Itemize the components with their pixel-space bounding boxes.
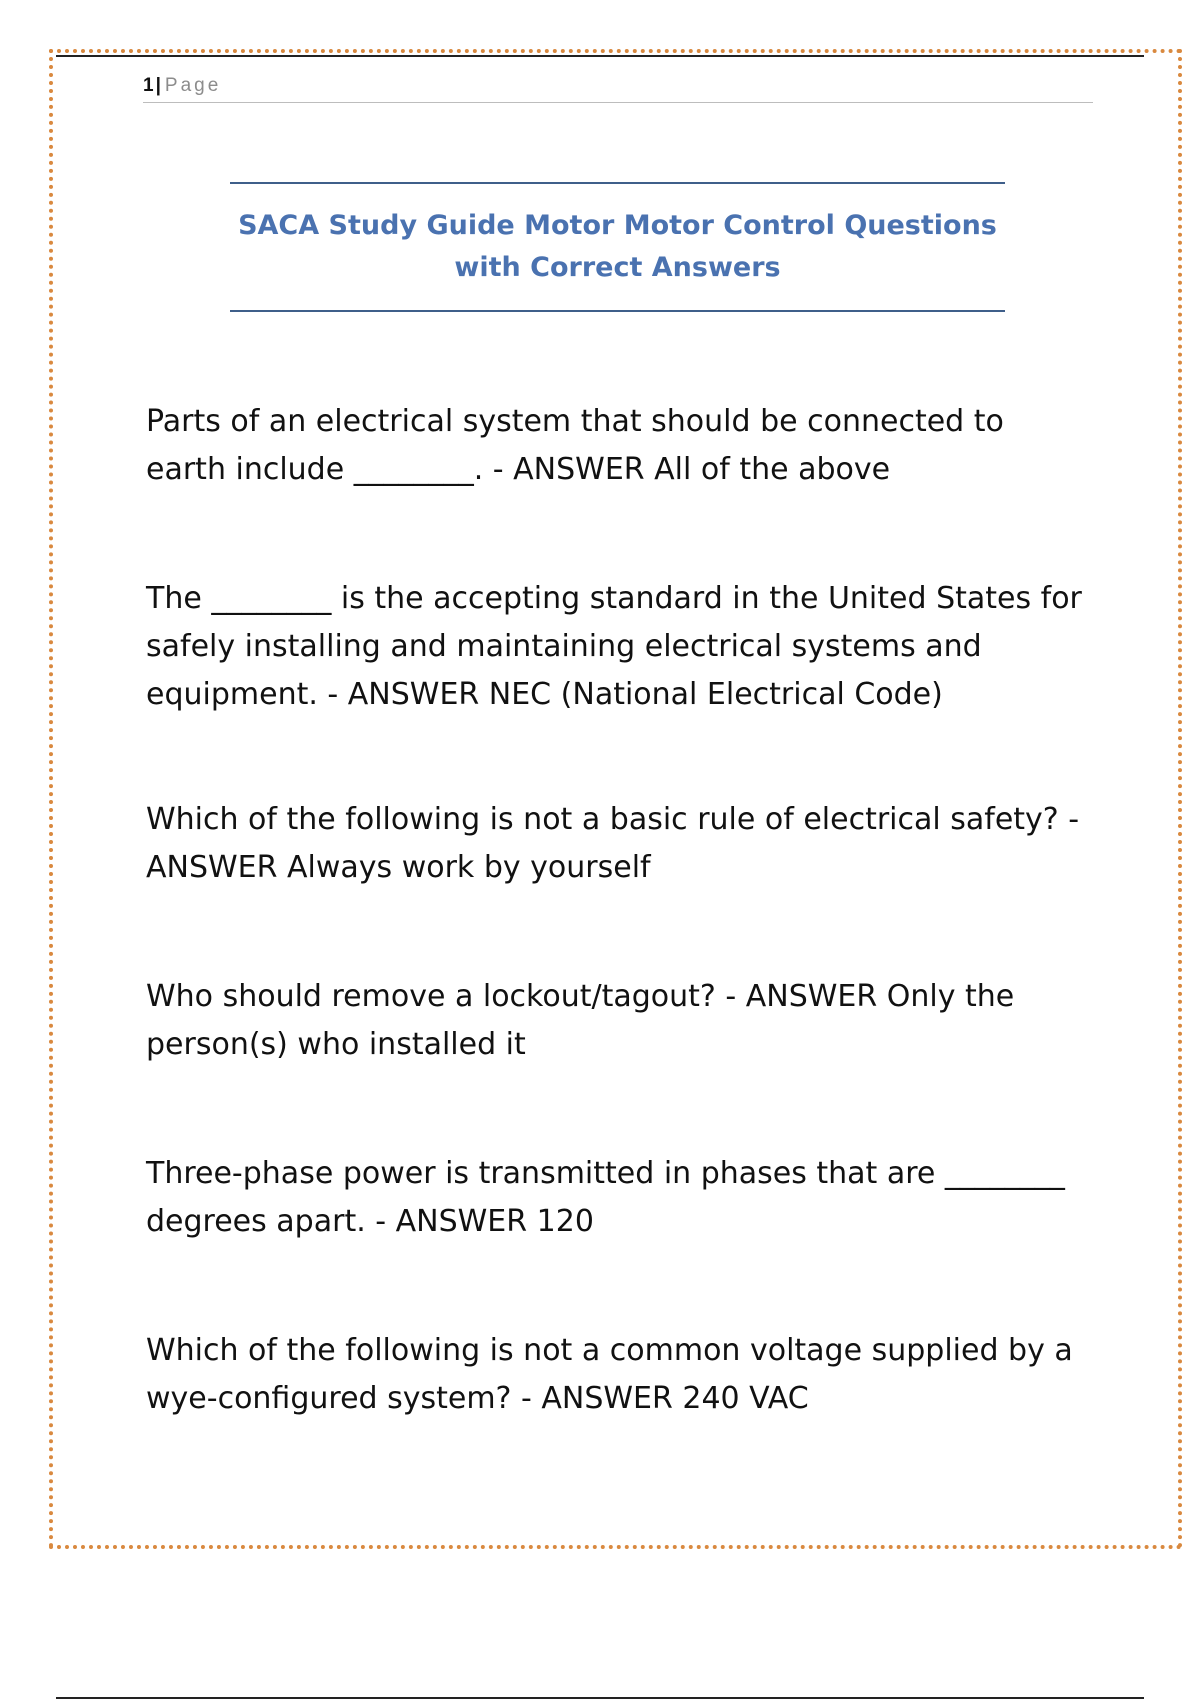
page-number: 1	[143, 75, 154, 96]
page-number-separator: |	[155, 75, 161, 96]
qa-item-5: Three-phase power is transmitted in phases that are ________ degrees apart. - ANSWER 120	[146, 1156, 1065, 1239]
qa-item-3: Which of the following is not a basic rule of electrical safety? - ANSWER Always work by yourself	[146, 802, 1080, 885]
title-block	[230, 182, 1005, 312]
document-title: SACA Study Guide Motor Motor Control Questions with Correct Answers	[238, 210, 997, 283]
bottom-page-rule	[56, 1697, 1144, 1699]
qa-item-6: Which of the following is not a common voltage supplied by a wye-configured system? - ANSWER 240 VAC	[146, 1333, 1073, 1416]
qa-item-1: Parts of an electrical system that should be connected to earth include ________. - ANSWER All of the above	[146, 404, 1004, 487]
page-header	[143, 72, 1093, 103]
qa-item-4: Who should remove a lockout/tagout? - ANSWER Only the person(s) who installed it	[146, 979, 1015, 1062]
page-label: Page	[164, 75, 222, 96]
qa-item-2: The ________ is the accepting standard in the United States for safely installing and maintaining electrical systems and equipment. - ANSWER NEC (National Electrical Code)	[146, 581, 1082, 712]
